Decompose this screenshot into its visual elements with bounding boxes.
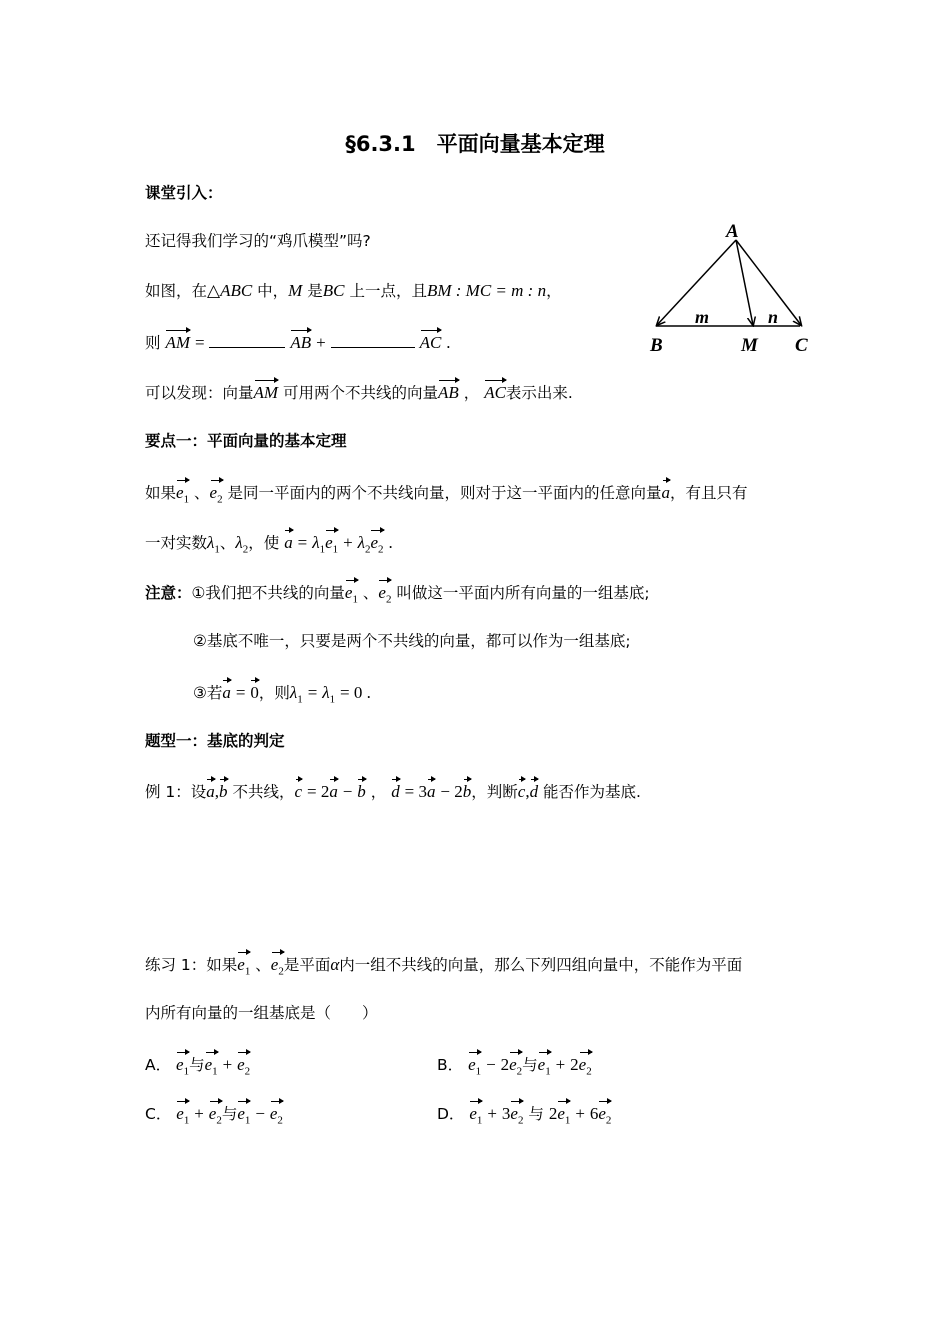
- vector-e1: [237, 952, 250, 982]
- vector-e1: [237, 1101, 250, 1131]
- e: e: [344, 583, 353, 602]
- e: e: [237, 1104, 245, 1123]
- sub: 2: [216, 1114, 222, 1127]
- text: 如果: [145, 484, 177, 502]
- label-m-ratio: m: [695, 307, 710, 327]
- sub: 1: [297, 693, 303, 706]
- vector-am: AM: [254, 380, 279, 404]
- sub: 1: [352, 593, 358, 606]
- vector-b: b: [463, 779, 472, 803]
- vector-e1: [176, 1101, 189, 1131]
- e: e: [557, 1104, 565, 1123]
- text: 与: [528, 1105, 544, 1123]
- sub: 1: [183, 493, 190, 506]
- vector-e1: [469, 1101, 482, 1131]
- period: .: [446, 333, 451, 352]
- sub: 2: [517, 1114, 524, 1127]
- vector-e2: [209, 1101, 222, 1131]
- e: e: [537, 1055, 546, 1074]
- lambda-2: [357, 533, 371, 556]
- theorem-line-2: [145, 530, 393, 560]
- minus: −: [486, 1055, 496, 1074]
- practice-line-1: [145, 952, 742, 982]
- text: ，: [370, 783, 387, 801]
- text: 与: [189, 1056, 205, 1074]
- plus: +: [194, 1104, 204, 1123]
- vector-e2: [378, 580, 391, 610]
- vector-d: d: [391, 779, 400, 803]
- option-letter: B．: [437, 1056, 464, 1074]
- option-d[interactable]: [437, 1101, 611, 1131]
- vector-ab: AB: [290, 330, 311, 354]
- vector-a: a: [222, 680, 231, 704]
- vector-e2: [598, 1101, 611, 1131]
- triangle-abc: △ABC: [207, 281, 253, 300]
- lambda-1: [312, 533, 326, 556]
- lambda: λ: [357, 533, 365, 552]
- vector-e2: [237, 1052, 250, 1082]
- e: e: [237, 1055, 245, 1074]
- vector-am: AM: [165, 330, 190, 354]
- label-n-ratio: n: [768, 307, 779, 327]
- intro-line-4: [145, 380, 573, 404]
- lambda: λ: [207, 533, 215, 552]
- e: e: [325, 533, 333, 552]
- sub: 2: [244, 1065, 251, 1078]
- text: ，使: [248, 534, 280, 552]
- text: ，有且只有: [670, 484, 748, 502]
- lambda: λ: [235, 533, 243, 552]
- lambda: λ: [322, 683, 330, 702]
- sub: 2: [385, 593, 392, 606]
- text: 、: [194, 484, 210, 502]
- sub: 1: [564, 1114, 571, 1127]
- sub: 1: [319, 543, 326, 556]
- text: ，则: [258, 684, 290, 702]
- plus: +: [222, 1055, 233, 1074]
- intro-question: 还记得我们学习的“鸡爪模型”吗?: [145, 232, 371, 250]
- sub: 1: [332, 543, 339, 556]
- vector-ac: AC: [420, 330, 442, 354]
- vector-ab: AB: [438, 380, 459, 404]
- text: 一对实数: [145, 534, 208, 552]
- label-b: B: [650, 335, 663, 356]
- lambda-2: [235, 533, 249, 556]
- vector-e1: [325, 530, 338, 560]
- sub: 2: [586, 1065, 592, 1078]
- text: 是同一平面内的两个不共线向量，则对于这一平面内的任意向量: [227, 484, 662, 502]
- plus: +: [343, 533, 353, 552]
- sub: 2: [242, 543, 249, 556]
- text: ①我们把不共线的向量: [191, 584, 345, 602]
- c-expression: = 2: [306, 782, 330, 801]
- note-label: 注意：: [145, 584, 192, 602]
- text: ，: [463, 384, 480, 402]
- e: e: [204, 1055, 213, 1074]
- sub: 1: [244, 965, 251, 978]
- sub: 2: [605, 1114, 612, 1127]
- e: e: [469, 1104, 477, 1123]
- lambda-1: [289, 683, 303, 706]
- label-c: C: [795, 335, 808, 356]
- sub: 2: [277, 1114, 283, 1127]
- vector-a: a: [284, 530, 293, 554]
- text: 则: [145, 334, 161, 352]
- equals: =: [194, 333, 205, 352]
- plus: +: [575, 1104, 585, 1123]
- sub: 2: [278, 965, 284, 978]
- plus: +: [487, 1104, 497, 1123]
- text: 、: [255, 956, 271, 974]
- label-m: M: [741, 335, 758, 356]
- sub: 1: [214, 543, 220, 556]
- vector-b: b: [219, 779, 228, 803]
- vector-e1: [538, 1052, 551, 1082]
- equals: =: [297, 533, 308, 552]
- sub: 2: [364, 543, 371, 556]
- e: e: [176, 483, 184, 502]
- lambda: λ: [289, 683, 298, 702]
- vector-e2: [370, 530, 383, 560]
- sub: 1: [183, 1065, 190, 1078]
- text: 可以发现：向量: [145, 384, 254, 402]
- coefficient: 6: [589, 1104, 599, 1123]
- minus: −: [342, 782, 353, 801]
- text: 上一点，且: [349, 282, 427, 300]
- coefficient: 2: [500, 1055, 510, 1074]
- d-expression-2: − 2: [440, 782, 463, 801]
- text: 是平面: [283, 956, 331, 974]
- d-expression: = 3: [404, 782, 427, 801]
- text: 中，: [257, 282, 289, 300]
- text: = 0 .: [340, 683, 371, 702]
- vector-e2: [270, 1101, 283, 1131]
- vector-a: a: [427, 779, 436, 803]
- theorem-line-1: [145, 480, 748, 510]
- sub: 1: [244, 1114, 251, 1127]
- option-a[interactable]: [145, 1052, 250, 1082]
- arrow-am: [736, 240, 753, 325]
- vector-e2: [210, 480, 223, 510]
- e: e: [176, 1104, 184, 1123]
- vector-e1: [176, 480, 189, 510]
- e: e: [270, 955, 279, 974]
- vector-e2: [271, 952, 284, 982]
- answer-blank-2[interactable]: [331, 333, 415, 348]
- text: ③若: [193, 684, 223, 702]
- period: .: [388, 533, 393, 552]
- e: e: [378, 583, 386, 602]
- e: e: [269, 1104, 278, 1123]
- plane-alpha: α: [330, 955, 340, 974]
- lambda: λ: [312, 533, 320, 552]
- sub: 1: [329, 693, 336, 706]
- option-letter: C．: [145, 1105, 172, 1123]
- chicken-claw-figure: [640, 215, 820, 360]
- note-line-3: [193, 680, 371, 710]
- text: 例 1：设: [145, 783, 207, 801]
- e: e: [598, 1104, 606, 1123]
- segment-bc: BC: [322, 281, 345, 300]
- text: 内一组不共线的向量，那么下列四组向量中，不能作为平面: [339, 956, 743, 974]
- text: 能否作为基底.: [543, 783, 641, 801]
- note-line-1: [145, 580, 650, 610]
- sub: 1: [183, 1114, 190, 1127]
- sub: 1: [475, 1065, 482, 1078]
- equals: =: [235, 683, 246, 702]
- option-c[interactable]: [145, 1101, 283, 1131]
- vector-c: c: [518, 779, 526, 803]
- option-b[interactable]: [437, 1052, 592, 1082]
- e: e: [509, 1055, 517, 1074]
- text: ，: [546, 282, 562, 300]
- e: e: [510, 1104, 518, 1123]
- e: e: [176, 1055, 184, 1074]
- option-letter: D．: [437, 1105, 465, 1123]
- vector-a: a: [662, 480, 671, 504]
- coefficient: 2: [548, 1104, 558, 1123]
- sub: 1: [545, 1065, 551, 1078]
- sub: 2: [378, 543, 384, 556]
- text: 、: [362, 584, 379, 602]
- vector-b: b: [357, 779, 366, 803]
- plus: +: [555, 1055, 566, 1074]
- vector-d: d: [530, 779, 539, 803]
- minus: −: [255, 1104, 265, 1123]
- section-heading-intro: 课堂引入：: [145, 184, 223, 202]
- text: 、: [219, 534, 236, 552]
- lambda-1: [322, 683, 336, 706]
- coefficient: 3: [501, 1104, 511, 1123]
- vector-e1: [557, 1101, 570, 1131]
- sub: 1: [212, 1065, 218, 1078]
- vector-e2: [510, 1101, 523, 1131]
- text: ，判断: [471, 783, 518, 801]
- text: 与: [522, 1056, 538, 1074]
- text: 如图，在: [145, 282, 208, 300]
- note-line-2: ②基底不唯一，只要是两个不共线的向量，都可以作为一组基底;: [193, 632, 631, 650]
- text: 表示出来.: [505, 384, 573, 402]
- example-1: 例 1：设a,b 不共线，c = 2a − b ， d = 3a − 2b，判断c,d 能否作为基底.: [145, 779, 641, 803]
- vector-e2: [509, 1052, 522, 1082]
- point-m: M: [288, 281, 303, 300]
- lambda-1: [207, 533, 220, 556]
- intro-line-3: [145, 330, 451, 354]
- sub: 2: [516, 1065, 523, 1078]
- section-heading-type1: 题型一：基底的判定: [145, 732, 285, 750]
- sub: 2: [217, 493, 223, 506]
- e: e: [209, 483, 218, 502]
- vector-e1: [176, 1052, 189, 1082]
- e: e: [370, 533, 379, 552]
- equals: =: [307, 683, 318, 702]
- answer-blank-1[interactable]: [209, 333, 285, 348]
- practice-line-2: 内所有向量的一组基底是（ ）: [145, 1004, 378, 1022]
- text: 可用两个不共线的向量: [283, 384, 439, 402]
- vector-a: a: [206, 779, 215, 803]
- text: 与: [221, 1105, 238, 1123]
- page-title: §6.3.1 平面向量基本定理: [345, 132, 605, 156]
- vector-e1: [205, 1052, 218, 1082]
- e: e: [578, 1055, 587, 1074]
- vector-e1: [345, 580, 358, 610]
- e: e: [208, 1104, 217, 1123]
- text: 练习 1：如果: [145, 956, 238, 974]
- section-heading-key: 要点一：平面向量的基本定理: [145, 432, 347, 450]
- text: 是: [307, 282, 323, 300]
- zero-vector: 0: [250, 680, 259, 704]
- plus: +: [316, 333, 326, 352]
- e: e: [237, 955, 245, 974]
- text: 不共线，: [232, 783, 295, 801]
- vector-ac: AC: [484, 380, 506, 404]
- vector-e1: [468, 1052, 481, 1082]
- label-a: A: [726, 221, 739, 242]
- vector-c: c: [295, 779, 303, 803]
- option-letter: A．: [145, 1056, 172, 1074]
- vector-a: a: [329, 779, 338, 803]
- coefficient: 2: [570, 1055, 579, 1074]
- ratio-expression: BM : MC = m : n: [426, 281, 547, 300]
- intro-line-2: [145, 280, 562, 302]
- text: 叫做这一平面内所有向量的一组基底;: [396, 584, 650, 602]
- sub: 1: [476, 1114, 483, 1127]
- vector-e2: [579, 1052, 592, 1082]
- e: e: [468, 1055, 476, 1074]
